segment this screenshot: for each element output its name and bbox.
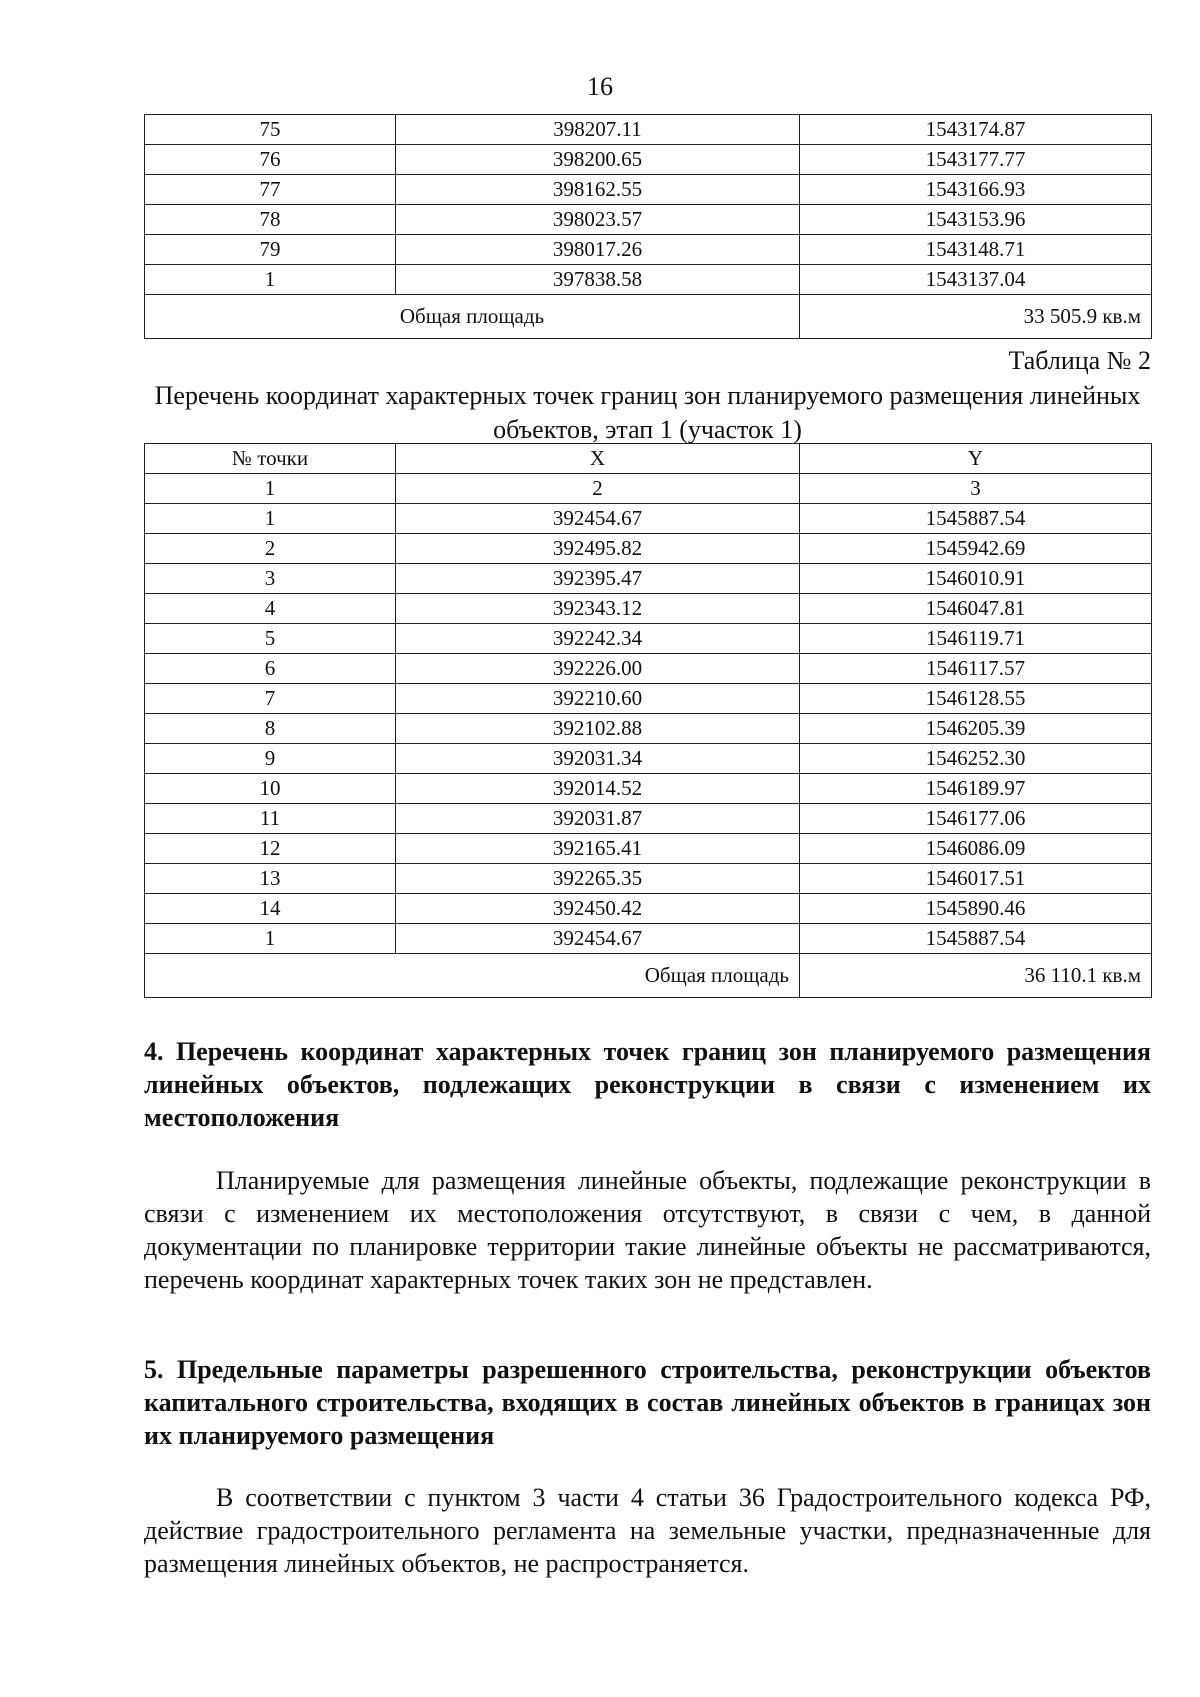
- table-row: [145, 894, 1152, 924]
- table2-header-row: [145, 444, 1152, 474]
- x-coordinate-cell: 392265.35: [396, 864, 800, 894]
- table-row: [145, 804, 1152, 834]
- y-coordinate-cell: 1543166.93: [800, 175, 1152, 205]
- coordinates-table-continued: [144, 114, 1152, 339]
- point-number-cell: 1: [145, 924, 396, 954]
- table2-total-label: Общая площадь: [145, 954, 800, 998]
- y-coordinate-cell: 1546017.51: [800, 864, 1152, 894]
- y-coordinate-cell: 1545887.54: [800, 504, 1152, 534]
- table2-header-point: № точки: [145, 444, 396, 474]
- table2-total-value: 36 110.1 кв.м: [800, 954, 1152, 998]
- x-coordinate-cell: 392343.12: [396, 594, 800, 624]
- y-coordinate-cell: 1546177.06: [800, 804, 1152, 834]
- point-number-cell: 13: [145, 864, 396, 894]
- coordinates-table-2: [144, 443, 1152, 998]
- table-row: [145, 624, 1152, 654]
- point-number-cell: 78: [145, 205, 396, 235]
- point-number-cell: 1: [145, 504, 396, 534]
- x-coordinate-cell: 392014.52: [396, 774, 800, 804]
- table-row: [145, 654, 1152, 684]
- y-coordinate-cell: 1546119.71: [800, 624, 1152, 654]
- point-number-cell: 79: [145, 235, 396, 265]
- table-row: [145, 594, 1152, 624]
- table2-body: [145, 504, 1152, 954]
- x-coordinate-cell: 392495.82: [396, 534, 800, 564]
- y-coordinate-cell: 1546117.57: [800, 654, 1152, 684]
- y-coordinate-cell: 1546010.91: [800, 564, 1152, 594]
- section-4-heading: 4. Перечень координат характерных точек границ зон планируемого размещения линейных объектов, подлежащих реконструкции в связи с изменением их местоположения: [144, 1037, 1151, 1132]
- table2-total-row: [145, 954, 1152, 998]
- x-coordinate-cell: 392454.67: [396, 924, 800, 954]
- y-coordinate-cell: 1545942.69: [800, 534, 1152, 564]
- x-coordinate-cell: 398162.55: [396, 175, 800, 205]
- table1-body: [145, 115, 1152, 295]
- point-number-cell: 75: [145, 115, 396, 145]
- table1-total-value: 33 505.9 кв.м: [800, 295, 1152, 339]
- section-4-paragraph: Планируемые для размещения линейные объекты, подлежащие реконструкции в связи с изменением их местоположения отсутствуют, в связи с чем, в данной документации по планировке территории такие линейные объекты не рассматриваются, перечень координат характерных точек таких зон не представлен.: [144, 1166, 1151, 1294]
- table-row: [145, 115, 1152, 145]
- table-row: [145, 504, 1152, 534]
- y-coordinate-cell: 1545887.54: [800, 924, 1152, 954]
- y-coordinate-cell: 1546205.39: [800, 714, 1152, 744]
- table2-header-y: Y: [800, 444, 1152, 474]
- table-number: Таблица № 2: [1008, 346, 1151, 375]
- table2-column-number: 1: [145, 474, 396, 504]
- x-coordinate-cell: 392242.34: [396, 624, 800, 654]
- point-number-cell: 12: [145, 834, 396, 864]
- x-coordinate-cell: 392102.88: [396, 714, 800, 744]
- x-coordinate-cell: 392226.00: [396, 654, 800, 684]
- y-coordinate-cell: 1543174.87: [800, 115, 1152, 145]
- y-coordinate-cell: 1543148.71: [800, 235, 1152, 265]
- x-coordinate-cell: 397838.58: [396, 265, 800, 295]
- x-coordinate-cell: 392450.42: [396, 894, 800, 924]
- x-coordinate-cell: 392210.60: [396, 684, 800, 714]
- y-coordinate-cell: 1543137.04: [800, 265, 1152, 295]
- point-number-cell: 3: [145, 564, 396, 594]
- table-row: [145, 714, 1152, 744]
- point-number-cell: 9: [145, 744, 396, 774]
- y-coordinate-cell: 1546128.55: [800, 684, 1152, 714]
- point-number-cell: 77: [145, 175, 396, 205]
- point-number-cell: 1: [145, 265, 396, 295]
- point-number-cell: 10: [145, 774, 396, 804]
- section-5-heading: 5. Предельные параметры разрешенного строительства, реконструкции объектов капитального строительства, входящих в состав линейных объектов в границах зон их планируемого размещения: [144, 1355, 1151, 1450]
- point-number-cell: 11: [145, 804, 396, 834]
- table1-total-row: [145, 295, 1152, 339]
- table-title: Перечень координат характерных точек границ зон планируемого размещения линейных объектов, этап 1 (участок 1): [154, 381, 1141, 444]
- table-row: [145, 265, 1152, 295]
- point-number-cell: 5: [145, 624, 396, 654]
- point-number-cell: 2: [145, 534, 396, 564]
- x-coordinate-cell: 398200.65: [396, 145, 800, 175]
- table2-column-number: 3: [800, 474, 1152, 504]
- table-row: [145, 744, 1152, 774]
- point-number-cell: 6: [145, 654, 396, 684]
- point-number-cell: 4: [145, 594, 396, 624]
- table-row: [145, 834, 1152, 864]
- table-row: [145, 684, 1152, 714]
- y-coordinate-cell: 1543153.96: [800, 205, 1152, 235]
- table2-header-x: X: [396, 444, 800, 474]
- table-row: [145, 924, 1152, 954]
- table2-column-number-row: [145, 474, 1152, 504]
- y-coordinate-cell: 1545890.46: [800, 894, 1152, 924]
- table-row: [145, 145, 1152, 175]
- x-coordinate-cell: 392031.87: [396, 804, 800, 834]
- table1-total-label: Общая площадь: [145, 295, 800, 339]
- x-coordinate-cell: 392454.67: [396, 504, 800, 534]
- x-coordinate-cell: 392395.47: [396, 564, 800, 594]
- point-number-cell: 7: [145, 684, 396, 714]
- point-number-cell: 76: [145, 145, 396, 175]
- x-coordinate-cell: 392031.34: [396, 744, 800, 774]
- y-coordinate-cell: 1546086.09: [800, 834, 1152, 864]
- y-coordinate-cell: 1546189.97: [800, 774, 1152, 804]
- table-row: [145, 864, 1152, 894]
- point-number-cell: 14: [145, 894, 396, 924]
- x-coordinate-cell: 392165.41: [396, 834, 800, 864]
- table-row: [145, 564, 1152, 594]
- table-row: [145, 774, 1152, 804]
- table2-column-number: 2: [396, 474, 800, 504]
- y-coordinate-cell: 1546047.81: [800, 594, 1152, 624]
- x-coordinate-cell: 398207.11: [396, 115, 800, 145]
- point-number-cell: 8: [145, 714, 396, 744]
- table-row: [145, 205, 1152, 235]
- x-coordinate-cell: 398023.57: [396, 205, 800, 235]
- y-coordinate-cell: 1543177.77: [800, 145, 1152, 175]
- table-row: [145, 534, 1152, 564]
- y-coordinate-cell: 1546252.30: [800, 744, 1152, 774]
- table-row: [145, 235, 1152, 265]
- section-5-paragraph: В соответствии с пунктом 3 части 4 статьи 36 Градостроительного кодекса РФ, действие градостроительного регламента на земельные участки, предназначенные для размещения линейных объектов, не распространяется.: [144, 1483, 1151, 1578]
- table-row: [145, 175, 1152, 205]
- x-coordinate-cell: 398017.26: [396, 235, 800, 265]
- page-number: 16: [587, 72, 613, 101]
